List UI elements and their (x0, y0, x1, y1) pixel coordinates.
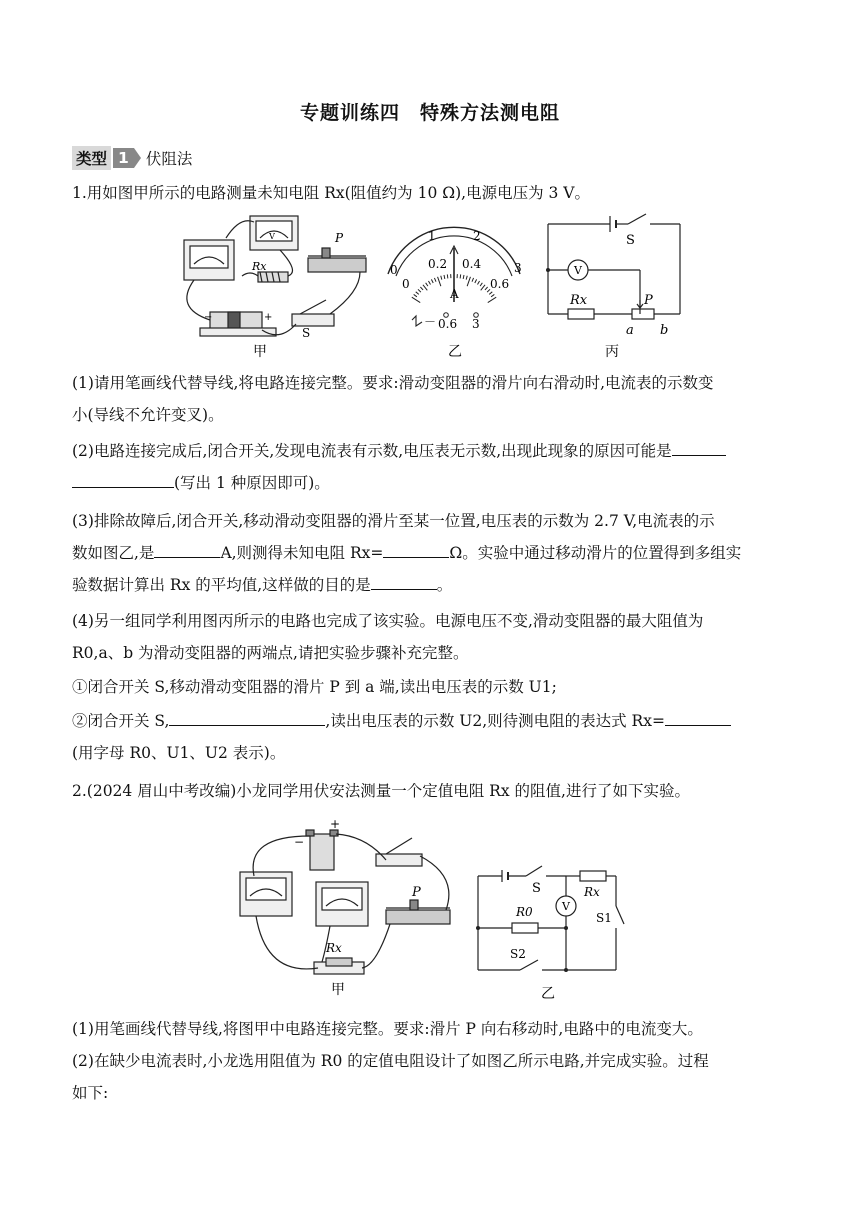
dial-tick (463, 275, 464, 279)
q1-part3-line2: 数如图乙,是 A,则测得未知电阻 Rx= Ω。实验中通过移动滑片的位置得到多组实 (72, 544, 742, 562)
fig2-s1-label: S1 (596, 911, 612, 925)
dial-tick (423, 285, 427, 290)
fig2-r0-label: R0 (516, 905, 533, 919)
dial-tick (447, 274, 448, 278)
dial-tick (467, 277, 470, 286)
fig2-v-label: V (562, 900, 570, 913)
dial-tick (466, 276, 467, 280)
fig2-s-label: S (532, 881, 541, 896)
fig-yi-bottom-tick-0: 0 (402, 277, 410, 291)
fig-bing-caption: 丙 (605, 344, 619, 360)
q1-part3-line1: (3)排除故障后,闭合开关,移动滑动变阻器的滑片至某一位置,电压表的示数为 2.7 V,电流表的示 (72, 512, 715, 530)
fig-yi-top-tick-2: 2 (473, 229, 481, 243)
dial-tick (477, 281, 479, 284)
fig-yi-top-tick-0: 0 (390, 263, 398, 277)
dial-tick (426, 283, 428, 286)
answer-blank-resistance[interactable] (383, 543, 449, 558)
answer-blank-expression[interactable] (665, 711, 731, 726)
fig-jia-voltmeter-label: V (269, 232, 275, 241)
fig-jia-plus: + (264, 312, 273, 323)
fig-yi-top-tick-3: 3 (514, 261, 522, 275)
answer-blank[interactable] (72, 473, 174, 488)
dial-tick (414, 294, 417, 296)
dial-tick (472, 278, 474, 282)
fig-jia-p-label: P (335, 231, 344, 245)
q2-figures (226, 816, 646, 1002)
dial-tick (480, 283, 482, 286)
dial-tick (491, 294, 494, 296)
fig-bing-s-label: S (626, 233, 635, 248)
fig-yi-caption: 乙 (448, 344, 462, 360)
fig2-jia-apparatus (240, 830, 450, 974)
fig2-rx-label: Rx (326, 941, 342, 955)
type-badge: 类型 (72, 146, 111, 170)
type-label: 伏阻法 (145, 150, 193, 168)
fig-yi-bottom-tick-3: 0.6 (490, 277, 510, 291)
dial-tick (481, 285, 485, 290)
type-number: 1 (113, 148, 134, 168)
fig-jia-rx-label: Rx (252, 260, 267, 273)
fig-yi-unit: A (450, 287, 459, 301)
q1-stem: 1.用如图甲所示的电路测量未知电阻 Rx(阻值约为 10 Ω),电源电压为 3 V。 (72, 184, 590, 202)
answer-blank[interactable] (672, 441, 726, 456)
fig2-s2-label: S2 (510, 947, 526, 961)
dial-tick (489, 292, 492, 295)
dial-tick (460, 274, 461, 278)
fig-yi-top-tick-1: 1 (428, 229, 436, 243)
q2-part2-line2: 如下: (72, 1084, 109, 1102)
fig-bing-v-label: V (574, 264, 582, 277)
fig-bing-b-label: b (660, 323, 669, 338)
q2-part2-line1: (2)在缺少电流表时,小龙选用阻值为 R0 的定值电阻设计了如图乙所示电路,并完成实验。过程 (72, 1052, 709, 1070)
dial-tick (475, 279, 477, 283)
dial-tick (431, 279, 433, 283)
q1-part1-line2: 小(导线不允许变叉)。 (72, 406, 224, 424)
dial-tick (418, 289, 421, 292)
q1-figures (170, 212, 710, 364)
q1-part2-line2: (写出 1 种原因即可)。 (72, 472, 792, 494)
q1-part2-line1: (2)电路连接完成后,闭合开关,发现电流表有示数,电压表无示数,出现此现象的原因可能是 (72, 440, 792, 462)
fig-yi-minus: － (424, 315, 437, 329)
fig2-yi-caption: 乙 (541, 986, 555, 1002)
dial-tick (444, 275, 445, 279)
page-title: 专题训练四 特殊方法测电阻 (299, 102, 560, 124)
q2-part1: (1)用笔画线代替导线,将图甲中电路连接完整。要求:滑片 P 向右移动时,电路中的电流变大。 (72, 1020, 703, 1038)
q1-part1-line1: (1)请用笔画线代替导线,将电路连接完整。要求:滑动变阻器的滑片向右滑动时,电流表的示数变 (72, 374, 714, 392)
fig-jia-s-label: S (302, 326, 311, 340)
fig-jia-minus: − (204, 312, 213, 323)
q1-part4-line2: R0,a、b 为滑动变阻器的两端点,请把实验步骤补充完整。 (72, 644, 469, 662)
dial-tick (434, 278, 436, 282)
fig-bing-a-label: a (626, 323, 634, 338)
dial-tick (488, 297, 496, 302)
section-type-1 (72, 146, 192, 170)
fig-yi-terminal-3: 3 (472, 317, 480, 331)
q2-stem: 2.(2024 眉山中考改编)小龙同学用伏安法测量一个定值电阻 Rx 的阻值,进行了如下实验。 (72, 782, 690, 800)
q1-part4-hint: (用字母 R0、U1、U2 表示)。 (72, 744, 286, 762)
fig-bing-rx-label: Rx (570, 293, 588, 308)
fig2-p-label: P (412, 885, 421, 900)
dial-tick (485, 287, 488, 290)
dial-tick (428, 281, 430, 284)
fig-yi-terminal-06: 0.6 (438, 317, 458, 331)
answer-blank-step[interactable] (169, 711, 325, 726)
q1-part4-line1: (4)另一组同学利用图丙所示的电路也完成了该实验。电源电压不变,滑动变阻器的最大阻值为 (72, 612, 704, 630)
fig-jia-caption: 甲 (253, 344, 267, 360)
q1-part4-step2: ②闭合开关 S, ,读出电压表的示数 U2,则待测电阻的表达式 Rx= (72, 710, 792, 732)
fig-bing-p-label: P (644, 293, 653, 308)
fig2-minus: − (294, 835, 305, 849)
dial-tick (438, 277, 441, 286)
q1-part4-step1: ①闭合开关 S,移动滑动变阻器的滑片 P 到 a 端,读出电压表的示数 U1; (72, 678, 557, 696)
fig2-rx2-label: Rx (584, 885, 600, 899)
fig-bing-circuit (548, 214, 680, 319)
dial-tick (412, 297, 420, 302)
answer-blank-current[interactable] (154, 543, 220, 558)
fig2-plus: + (330, 817, 341, 831)
fig-yi-bottom-tick-1: 0.2 (428, 257, 448, 271)
fig2-jia-caption: 甲 (331, 982, 345, 998)
dial-tick (416, 292, 419, 295)
dial-tick (441, 276, 442, 280)
answer-blank-purpose[interactable] (371, 575, 437, 590)
q1-part3-line3: 验数据计算出 Rx 的平均值,这样做的目的是 。 (72, 576, 453, 594)
dial-tick (420, 287, 423, 290)
fig-yi-bottom-tick-2: 0.4 (462, 257, 482, 271)
